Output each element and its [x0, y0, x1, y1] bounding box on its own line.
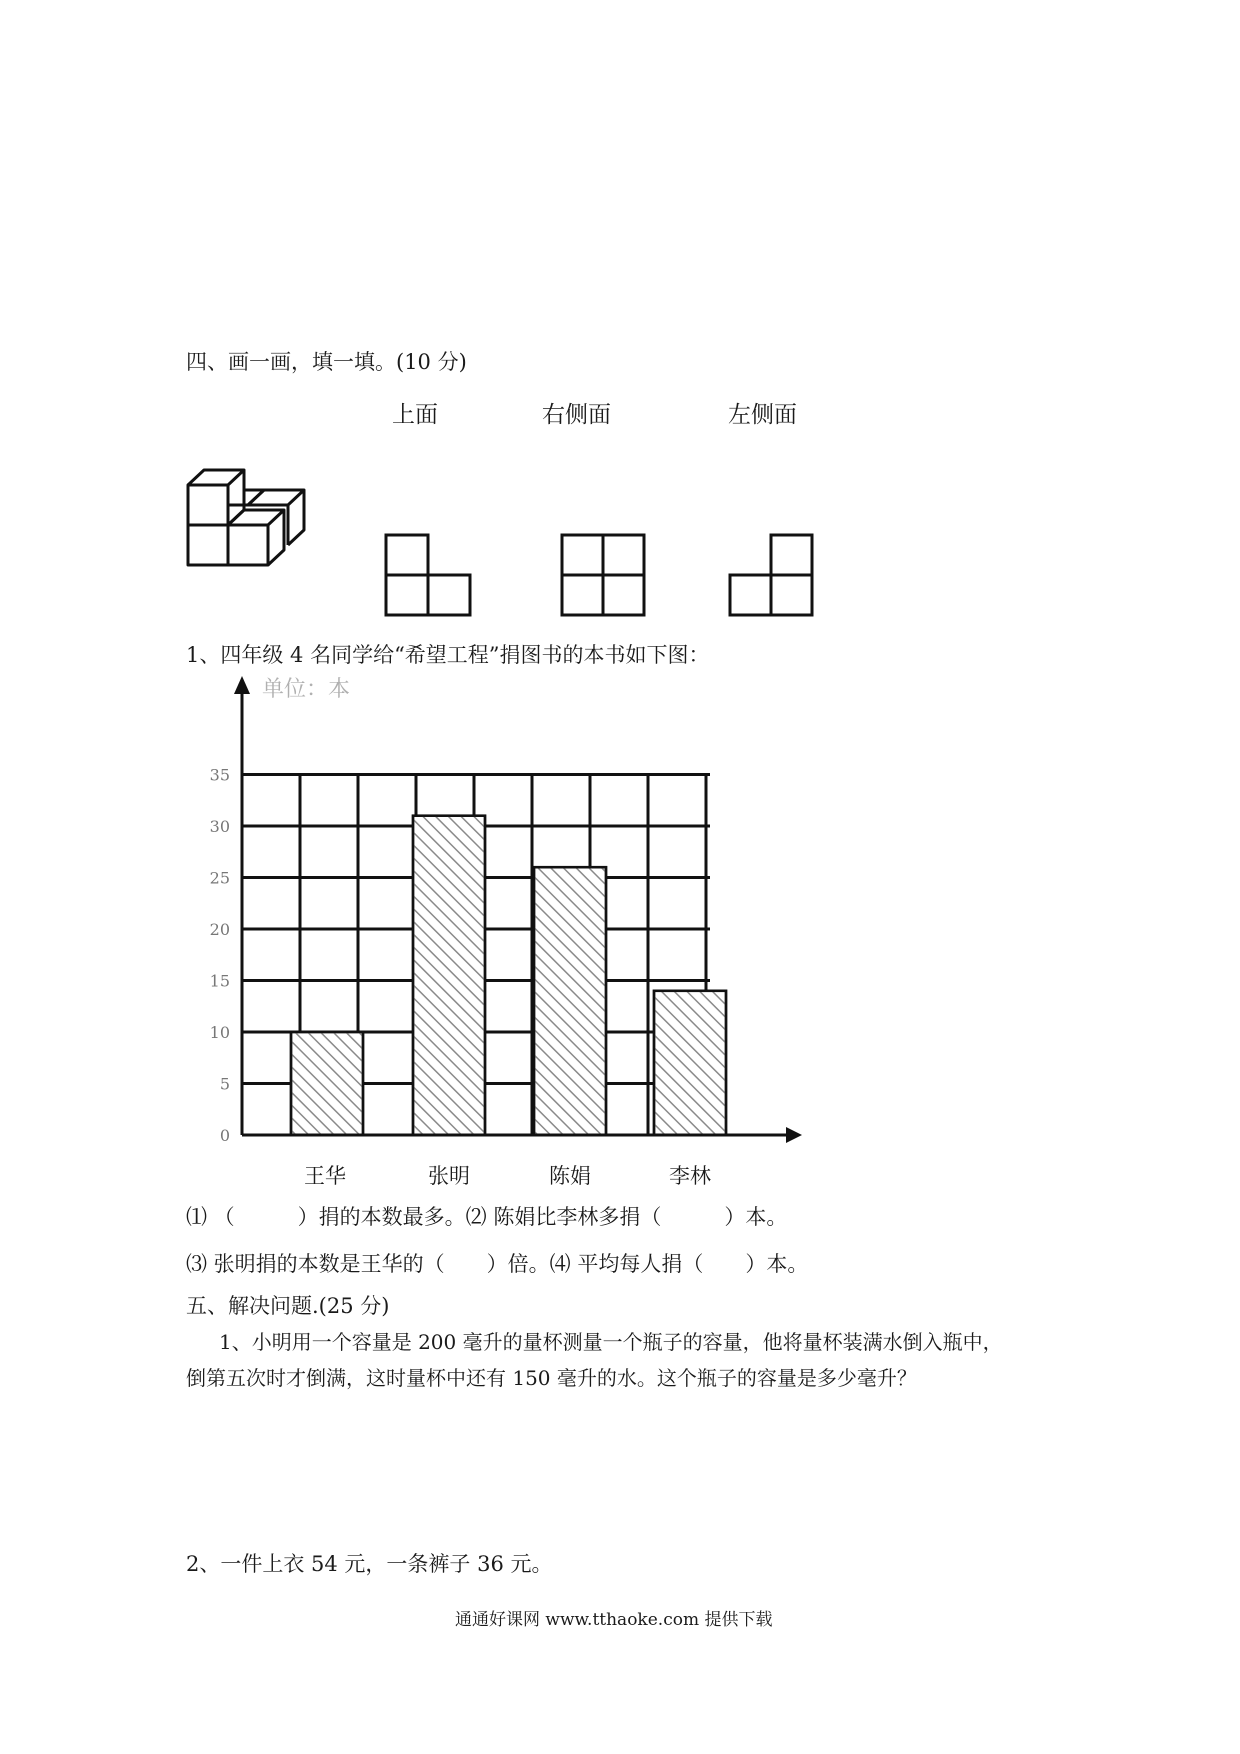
bar-hatch	[534, 867, 606, 1135]
y-tick-label: 15	[209, 971, 230, 991]
fill-blank-line-2: ⑶ 张明捐的本数是王华的（ ）倍。⑷ 平均每人捐（ ）本。	[186, 1252, 809, 1276]
y-tick-label: 5	[219, 1074, 230, 1094]
y-tick-label: 30	[209, 817, 230, 836]
fill-blank-line-1: ⑴ （ ）捐的本数最多。⑵ 陈娟比李林多捐（ ）本。	[186, 1205, 788, 1229]
y-axis-arrow	[234, 676, 250, 694]
question-1-text: 1、四年级 4 名同学给“希望工程”捐图书的本书如下图：	[186, 643, 710, 667]
x-axis-arrow	[786, 1127, 802, 1143]
bar-hatch	[654, 991, 726, 1135]
view-label-left: 左侧面	[728, 402, 797, 428]
footer-credit: 通通好课网 www.tthaoke.com 提供下载	[455, 1610, 773, 1630]
category-label: 王华	[304, 1164, 346, 1188]
y-tick-label: 35	[209, 765, 230, 785]
category-label: 张明	[428, 1164, 470, 1188]
problem-1-line-2: 倒第五次时才倒满，这时量杯中还有 150 毫升的水。这个瓶子的容量是多少毫升？	[186, 1366, 917, 1390]
chart-unit-title: 单位：本	[262, 677, 351, 702]
y-tick-label: 25	[209, 868, 230, 888]
problem-2-text: 2、一件上衣 54 元，一条裤子 36 元。	[186, 1552, 553, 1576]
problem-1-line-1: 1、小明用一个容量是 200 毫升的量杯测量一个瓶子的容量，他将量杯装满水倒入瓶中，	[219, 1330, 1003, 1354]
y-tick-label: 20	[209, 920, 230, 939]
y-tick-label: 0	[219, 1126, 230, 1145]
bar-hatch	[413, 816, 485, 1135]
section-5-heading: 五、解决问题.(25 分)	[186, 1294, 390, 1318]
category-label: 陈娟	[549, 1164, 591, 1188]
section-4-heading: 四、画一画，填一填。(10 分)	[186, 350, 467, 374]
view-label-right: 右侧面	[542, 402, 611, 428]
y-tick-label: 10	[209, 1023, 230, 1042]
bar-hatch	[291, 1032, 363, 1135]
view-label-top: 上面	[392, 402, 438, 428]
category-label: 李林	[669, 1164, 711, 1188]
